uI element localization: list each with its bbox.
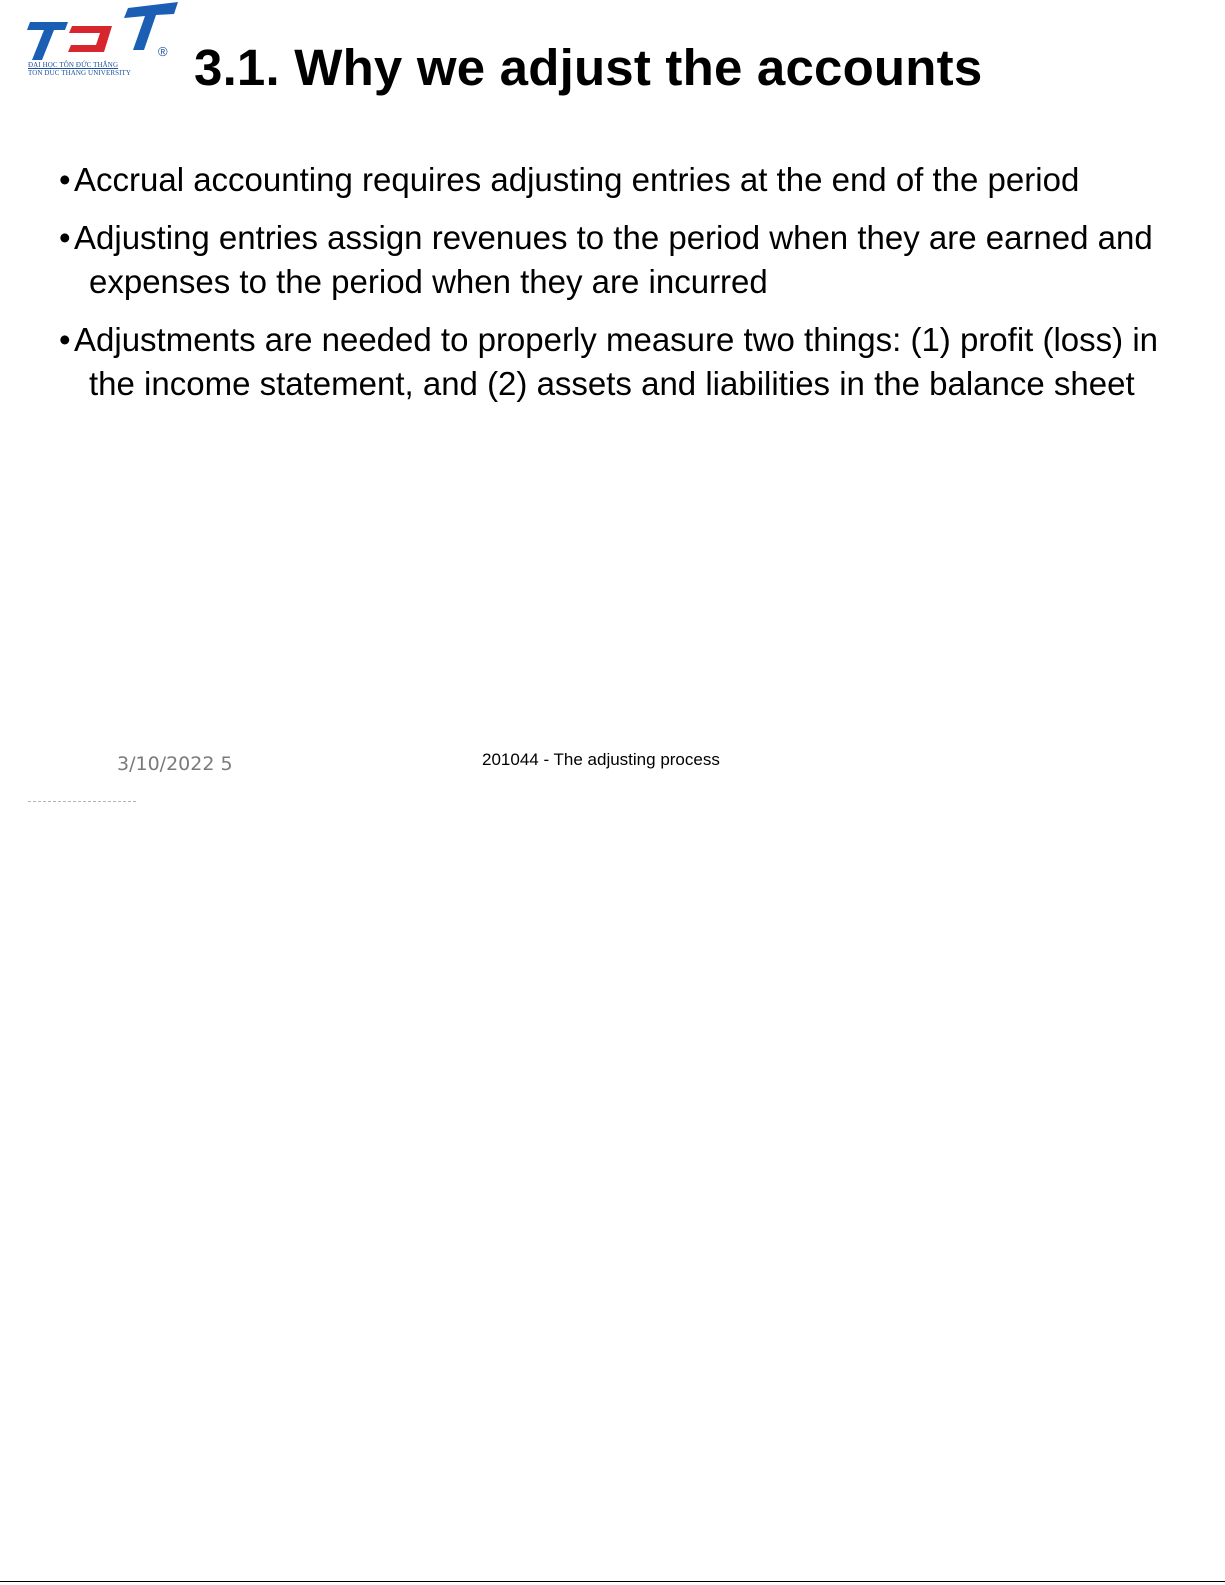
bullet-list (57, 158, 1167, 420)
bullet-text: Adjustments are needed to properly measure two things: (1) profit (loss) in the income statement, and (2) assets and liabilities in the balance sheet (74, 321, 1159, 402)
tdt-logo-mark-icon (24, 0, 179, 62)
slide-edge-divider (28, 801, 136, 804)
bullet-text: Adjusting entries assign revenues to the period when they are earned and expenses to the period when they are incurred (74, 219, 1153, 300)
bullet-item (57, 216, 1167, 304)
university-logo (24, 0, 179, 80)
bullet-dot-icon: • (59, 321, 71, 358)
slide-title: 3.1. Why we adjust the accounts (194, 39, 983, 96)
bullet-item (57, 318, 1167, 406)
bullet-text: Accrual accounting requires adjusting entries at the end of the period (74, 161, 1080, 198)
logo-caption-vietnamese: ĐẠI HỌC TÔN ĐỨC THẮNG (28, 61, 119, 69)
logo-caption-english: TON DUC THANG UNIVERSITY (28, 69, 132, 77)
bullet-dot-icon: • (59, 161, 71, 198)
registered-mark: ® (158, 44, 168, 59)
page-bottom-rule (0, 1581, 1225, 1582)
footer-course-title: 201044 - The adjusting process (482, 750, 720, 769)
footer-date-page-number: 3/10/2022 5 (117, 753, 233, 775)
bullet-dot-icon: • (59, 219, 71, 256)
bullet-item (57, 158, 1167, 202)
